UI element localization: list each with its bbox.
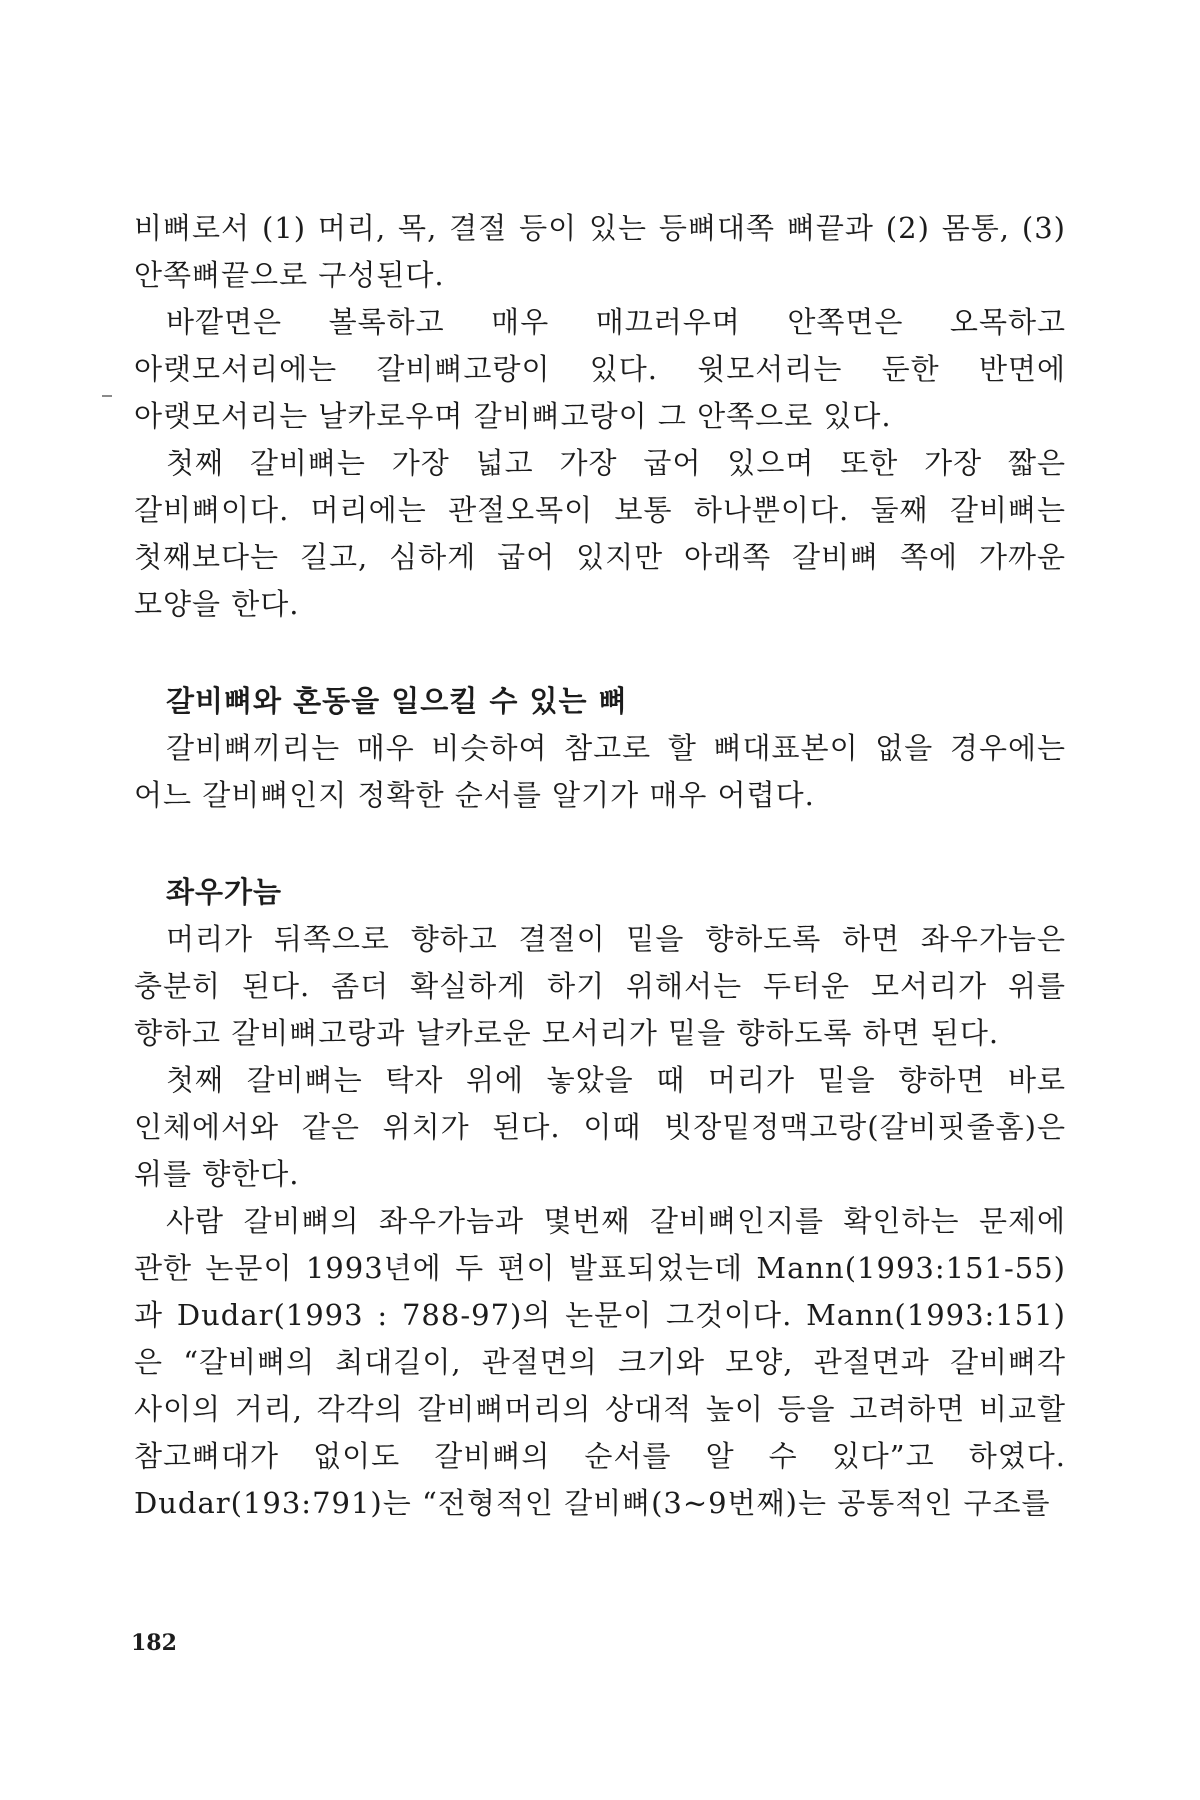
paragraph-siding: 머리가 뒤쪽으로 향하고 결절이 밑을 향하도록 하면 좌우가늠은 충분히 된다. 좀더 확실하게 하기 위해서는 두터운 모서리가 위를 향하고 갈비뼈고랑과 날카로운 모서리가 밑을 향하도록 하면 된다. [134,922,1066,1050]
section-gap [134,628,1066,678]
section-heading-siding: 좌우가늠 [166,875,283,909]
section-heading-confusable-bones: 갈비뼈와 혼동을 일으킬 수 있는 뼈 [166,684,628,718]
paragraph-confusable-bones: 갈비뼈끼리는 매우 비슷하여 참고로 할 뼈대표본이 없을 경우에는 어느 갈비뼈인지 정확한 순서를 알기가 매우 어렵다. [134,731,1066,812]
page-number: 182 [131,1630,177,1656]
margin-mark [102,395,112,397]
section-gap [134,819,1066,869]
paragraph-continuation: 비뼈로서 (1) 머리, 목, 결절 등이 있는 등뼈대쪽 뼈끝과 (2) 몸통, (3) 안쪽뼈끝으로 구성된다. [134,211,1066,292]
paragraph-first-rib-position: 첫째 갈비뼈는 탁자 위에 놓았을 때 머리가 밑을 향하면 바로 인체에서와 같은 위치가 된다. 이때 빗장밑정맥고랑(갈비핏줄홈)은 위를 향한다. [134,1063,1066,1191]
paragraph-literature: 사람 갈비뼈의 좌우가늠과 몇번째 갈비뼈인지를 확인하는 문제에 관한 논문이 1993년에 두 편이 발표되었는데 Mann(1993:151-55)과 Dudar(1993 : 788-97)의 논문이 그것이다. Mann(1993:151)은 “갈비뼈의 최대길이, 관절면의 크기와 모양, 관절면과 갈비뼈각 사이의 거리, 각각의 갈비뼈머리의 상대적 높이 등을 고려하면 비교할 참고뼈대가 없이도 갈비뼈의 순서를 알 수 있다”고 하였다. Dudar(193:791)는 “전형적인 갈비뼈(3∼9번째)는 공통적인 구조를 [134,1204,1066,1520]
body-text [134,205,1066,1527]
paragraph-first-rib: 첫째 갈비뼈는 가장 넓고 가장 굽어 있으며 또한 가장 짧은 갈비뼈이다. 머리에는 관절오목이 보통 하나뿐이다. 둘째 갈비뼈는 첫째보다는 길고, 심하게 굽어 있지만 아래쪽 갈비뼈 쪽에 가까운 모양을 한다. [134,446,1066,621]
paragraph-surfaces: 바깥면은 볼록하고 매우 매끄러우며 안쪽면은 오목하고 아랫모서리에는 갈비뼈고랑이 있다. 윗모서리는 둔한 반면에 아랫모서리는 날카로우며 갈비뼈고랑이 그 안쪽으로 있다. [134,305,1066,433]
